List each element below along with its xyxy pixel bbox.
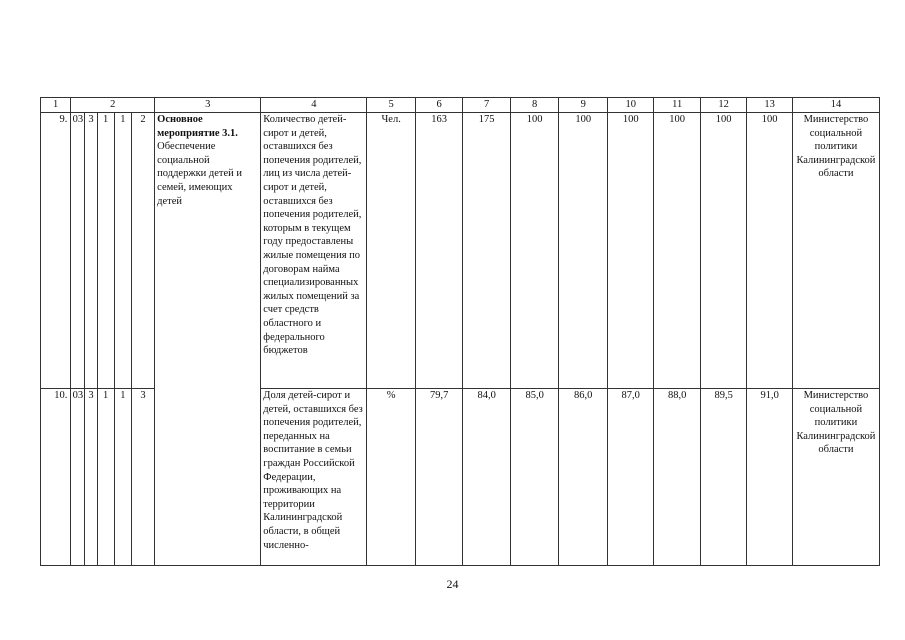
value-cell: 84,0: [463, 389, 511, 566]
event-text: Обеспечение социальной поддержки детей и семей, имеющих детей: [157, 141, 243, 207]
indicators-table: [40, 97, 880, 566]
header-cell: 3: [155, 98, 261, 113]
value-cell: 87,0: [607, 389, 653, 566]
code-cell: 3: [85, 389, 97, 566]
table-row: [41, 113, 880, 389]
code-cell: 3: [131, 389, 154, 566]
value-cell: 100: [654, 113, 700, 389]
header-cell: 12: [700, 98, 746, 113]
value-cell: 89,5: [700, 389, 746, 566]
event-title: Основное мероприятие 3.1.: [157, 114, 238, 139]
value-cell: 175: [463, 113, 511, 389]
header-cell: 8: [510, 98, 559, 113]
code-cell: 03: [71, 113, 85, 389]
value-cell: 79,7: [415, 389, 463, 566]
value-cell: 100: [559, 113, 608, 389]
header-cell: 9: [559, 98, 608, 113]
code-cell: 1: [97, 113, 114, 389]
header-cell: 11: [654, 98, 700, 113]
value-cell: 100: [510, 113, 559, 389]
row-number: 10.: [41, 389, 71, 566]
header-cell: 2: [71, 98, 155, 113]
value-cell: 163: [415, 113, 463, 389]
code-cell: 1: [114, 389, 131, 566]
value-cell: 100: [607, 113, 653, 389]
value-cell: 100: [747, 113, 792, 389]
responsible-cell: Министерство социальной политики Калининградской области: [792, 113, 879, 389]
page-number: 24: [446, 577, 459, 591]
header-cell: 4: [261, 98, 367, 113]
value-cell: 88,0: [654, 389, 700, 566]
header-cell: 6: [415, 98, 463, 113]
row-number: 9.: [41, 113, 71, 389]
code-cell: 2: [131, 113, 154, 389]
event-cell: [155, 113, 261, 566]
header-cell: 5: [367, 98, 416, 113]
header-cell: 10: [607, 98, 653, 113]
responsible-cell: Министерство социальной политики Калининградской области: [792, 389, 879, 566]
unit-cell: Чел.: [367, 113, 416, 389]
header-cell: 13: [747, 98, 792, 113]
value-cell: 91,0: [747, 389, 792, 566]
header-cell: 1: [41, 98, 71, 113]
code-cell: 03: [71, 389, 85, 566]
value-cell: 85,0: [510, 389, 559, 566]
indicator-cell: Доля детей-сирот и детей, оставшихся без попечения родителей, переданных на воспитание в семьи граждан Российской Федерации, проживающих на территории Калининградской области, в общей численно-: [261, 389, 367, 566]
value-cell: 100: [700, 113, 746, 389]
unit-cell: %: [367, 389, 416, 566]
header-cell: 14: [792, 98, 879, 113]
header-cell: 7: [463, 98, 511, 113]
code-cell: 1: [97, 389, 114, 566]
indicator-cell: Количество детей-сирот и детей, оставшихся без попечения родителей, лиц из числа детей-сирот и детей, оставшихся без попечения родителей, которым в текущем году предоставлены жилые помещения по договорам найма специализированных жилых помещений за счет средств областного и федерального бюджетов: [261, 113, 367, 389]
header-row: [41, 98, 880, 113]
value-cell: 86,0: [559, 389, 608, 566]
code-cell: 3: [85, 113, 97, 389]
code-cell: 1: [114, 113, 131, 389]
